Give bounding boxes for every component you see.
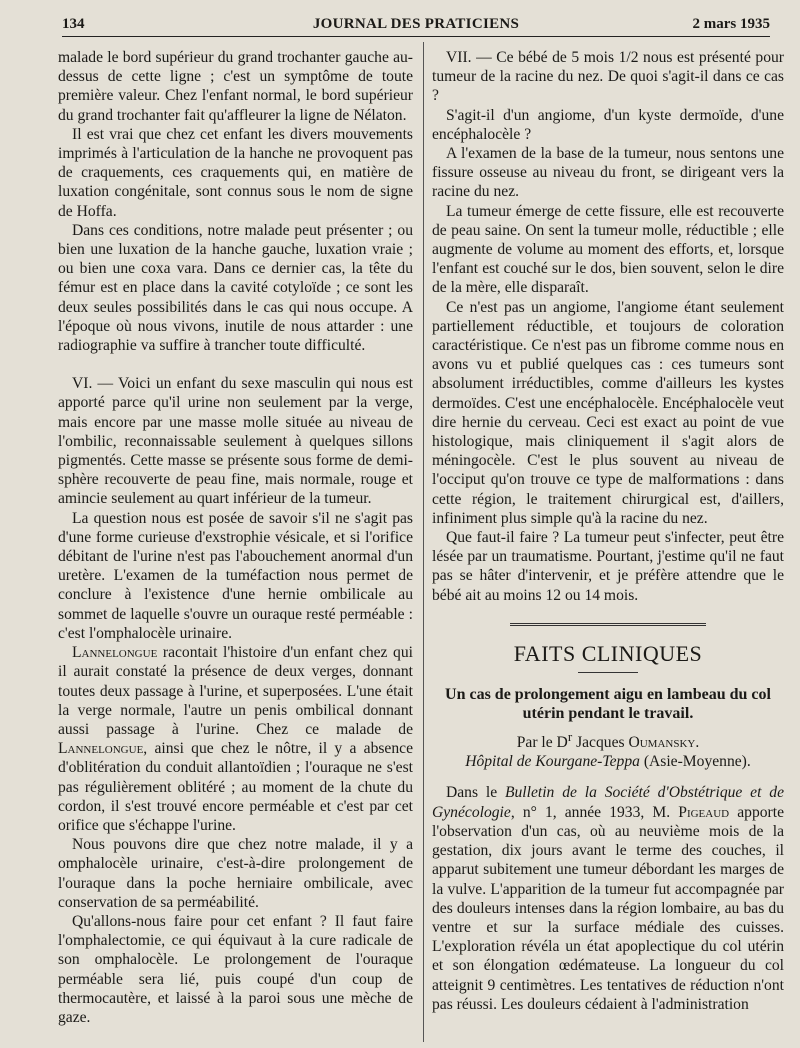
paragraph-case-vii: VII. — Ce bébé de 5 mois 1/2 nous est présenté pour tumeur de la racine du nez. De quoi s'agit-il dans ce cas ? bbox=[432, 49, 784, 105]
paragraph: Qu'allons-nous faire pour cet enfant ? Il faut faire l'omphalectomie, ce qui équivaut à la cure radicale de son omphalocèle. Le prolongement de l'ouraque perméable sera lié, puis coupé d'un coup de thermocautère, et laissé à la paroi sous une mèche de gaze. bbox=[58, 912, 413, 1026]
paragraph: A l'examen de la base de la tumeur, nous sentons une fissure osseuse au niveau du front, se dirigeant vers la racine du nez. bbox=[432, 145, 784, 201]
paragraph: malade le bord supérieur du grand trochanter gauche au-dessus de cette ligne ; c'est un symptôme de toute première valeur. Chez l'enfant normal, le bord supérieur du grand trochanter fait qu'affleurer la ligne de Nélaton. bbox=[58, 49, 413, 124]
issue-date: 2 mars 1935 bbox=[692, 16, 770, 32]
paragraph: La tumeur émerge de cette fissure, elle est recouverte de peau saine. On sent la tumeur molle, réductible ; elle augmente de volume au moment des efforts, et, lorsque l'enfant est couché sur le dos, bien souvent, selon le dire de la mère, elle disparaît. bbox=[432, 202, 784, 297]
paragraph: Dans ces conditions, notre malade peut présenter ; ou bien une luxation de la hanche gauche, luxation vraie ; ou bien une coxa vara. Dans ce dernier cas, la tête du fémur est en place dans la cavité cotyloïde ; ce sont les deux seules possibilités dans le cas qui nous occupe. A l'époque où nous vivons, inutile de nous attarder : une radiographie va suffire à trancher toute difficulté. bbox=[58, 221, 413, 355]
paragraph: Il est vrai que chez cet enfant les divers mouvements imprimés à l'articulation de la hanche ne provoquent pas de craquements, ces craquements qui, en matière de luxation congénitale, sont connus sous le nom de signe de Hoffa. bbox=[58, 125, 413, 220]
cited-journal: Bulletin de la Société d'Obstétrique et de Gynécologie bbox=[432, 784, 784, 821]
author-name: Lannelongue bbox=[72, 644, 158, 662]
author-name: Oumansky bbox=[628, 734, 696, 752]
author-first-name: Jacques bbox=[572, 734, 629, 752]
page-number: 134 bbox=[62, 16, 85, 32]
paragraph: S'agit-il d'un angiome, d'un kyste dermoïde, d'une encéphalocèle ? bbox=[432, 106, 784, 143]
byline-prefix: Par le D bbox=[516, 734, 568, 752]
journal-title: JOURNAL DES PRATICIENS bbox=[312, 16, 520, 32]
byline bbox=[432, 727, 784, 752]
article-title: Un cas de prolongement aigu en lambeau du col utérin pendant le travail. bbox=[445, 685, 771, 722]
column-divider bbox=[423, 42, 424, 1042]
paragraph-text: , ainsi que chez le nôtre, il y a absence d'oblitération du conduit allantoïdien ; l'ouraque ne s'est pas régulièrement oblitéré ; au moment de la chute du cordon, il s'est trouvé encore perméable et c'est par cet orifice que s'échappe l'urine. bbox=[58, 740, 413, 834]
paragraph bbox=[58, 643, 413, 835]
author-name: Lannelongue bbox=[58, 740, 144, 758]
section-title: FAITS CLINIQUES bbox=[513, 640, 703, 666]
byline-sup: r bbox=[567, 728, 573, 744]
paragraph-text: , n° 1, année 1933, M. bbox=[510, 803, 679, 821]
paragraph: Nous pouvons dire que chez notre malade, il y a omphalocèle urinaire, c'est-à-dire prolongement de l'ouraque dans la poche herniaire ombilicale, avec conservation de sa perméabilité. bbox=[58, 836, 413, 911]
paragraph-text: Dans le bbox=[446, 784, 505, 802]
paragraph: La question nous est posée de savoir s'il ne s'agit pas d'une forme curieuse d'exstrophie vésicale, et si l'orifice débitant de l'urine n'est pas l'abouchement anormal d'un uretère. L'examen de la tuméfaction nous permet de conclure à l'existence d'une hernie ombilicale au sommet de laquelle s'ouvre un ouraque resté perméable : c'est l'omphalocèle urinaire. bbox=[58, 509, 413, 642]
running-header bbox=[62, 14, 770, 37]
left-column bbox=[58, 48, 413, 1027]
author-name: Pigeaud bbox=[678, 803, 730, 821]
paragraph-text: racontait l'histoire d'un enfant chez qui il aurait constaté la présence de deux verges, donnant toutes deux passage à l'urine, et superposées. L'une était la verge normale, l'autre un penis ombilical donnant aussi passage à l'urine. Chez ce malade de bbox=[58, 644, 413, 738]
paragraph: Ce n'est pas un angiome, l'angiome étant seulement partiellement réductible, et toujours de coloration caractéristique. Ce n'est pas un fibrome comme nous en avons vu et publié quelques cas : ces tumeurs sont absolument irréductibles, comme d'ailleurs les kystes dermoïdes. C'est une encéphalocèle. Encéphalocèle veut dire hernie du cerveau. Ceci est exact au point de vue histologique, mais cliniquement il s'agit alors de méningocèle. C'est le plus souvent au niveau de l'occiput qu'on trouve ce type de malformations : dans cette région, le traitement chirurgical est, d'aillers, infiniment plus simple qu'à la racine du nez. bbox=[432, 298, 784, 527]
paragraph-text: apporte l'observation d'un cas, où au neuvième mois de la gestation, dix jours avant le terme des couches, il apparut subitement une tumeur débordant les marges de la vulve. L'apparition de la tumeur fut accompagnée par des douleurs intenses dans la région lombaire, au bas du ventre et sur la surface médiale des cuisses. L'exploration révéla un état apoplectique du col utérin et son élongation œdémateuse. La longueur du col atteignit 9 centimètres. Les tentatives de réduction n'ont pas réussi. Les douleurs cédaient à l'administration bbox=[432, 803, 784, 1013]
title-underline bbox=[578, 672, 638, 673]
hospital-line bbox=[432, 752, 784, 771]
right-column bbox=[432, 48, 784, 1014]
paragraph: Que faut-il faire ? La tumeur peut s'infecter, peut être lésée par un traumatisme. Pourtant, j'estime qu'il ne faut pas se hâter d'intervenir, et je préfère attendre que le bébé ait au moins 12 ou 14 mois. bbox=[432, 529, 784, 604]
hospital-location: (Asie-Moyenne). bbox=[639, 753, 751, 771]
byline-end: . bbox=[695, 734, 700, 752]
hospital-name: Hôpital de Kourgane-Teppa bbox=[465, 753, 640, 771]
section-separator bbox=[510, 623, 706, 628]
paragraph-case-vi: VI. — Voici un enfant du sexe masculin qui nous est apporté parce qu'il urine non seulement par la verge, mais encore par une masse molle située au niveau de l'ombilic, reconnaissable seulement à quelques sillons pigmentés. Cette masse se présente sous forme de demi-sphère recouverte de peau fine, mais normale, rouge et amincie seulement au quart inférieur de la tumeur. bbox=[58, 375, 413, 508]
paragraph bbox=[432, 783, 784, 1013]
